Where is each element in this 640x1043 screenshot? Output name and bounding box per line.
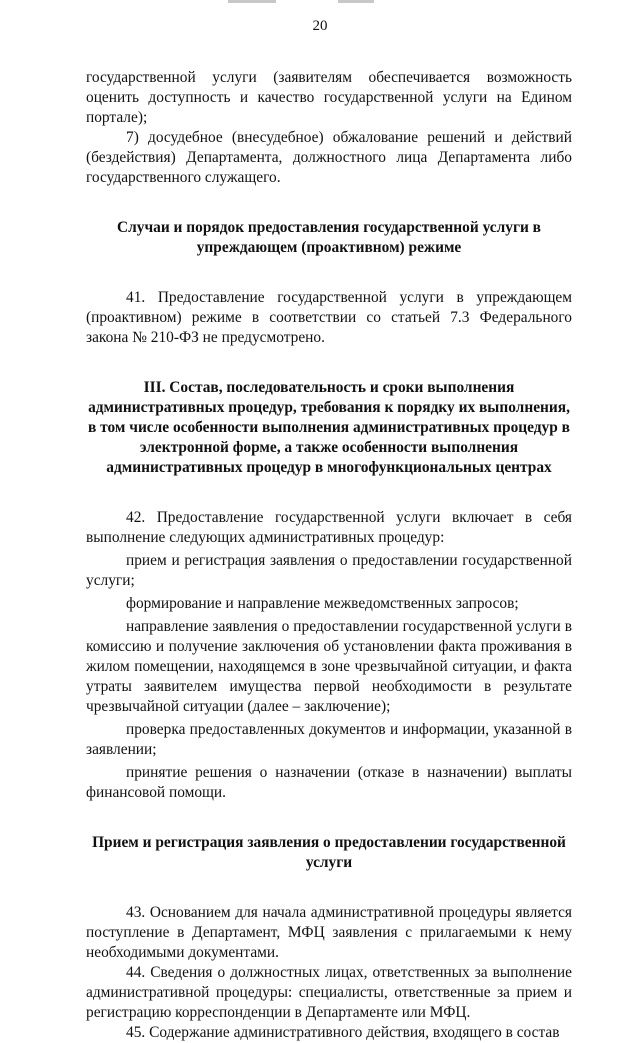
paragraph-43: 43. Основанием для начала административной процедуры является поступление в Департамент, МФЦ заявления с прилагаемыми к нему необходимыми документами. [86,904,572,961]
paragraph-44: 44. Сведения о должностных лицах, ответственных за выполнение административной процедуры: специалисты, ответственные за прием и регистрацию корреспонденции в Департаменте или МФЦ. [86,964,572,1021]
heading-proactive-mode: Случаи и порядок предоставления государственной услуги в упреждающем (проактивном) режиме [117,219,541,256]
page-number: 20 [312,18,328,34]
heading-section-3: III. Состав, последовательность и сроки выполнения административных процедур, требования к порядку их выполнения, в том числе особенности выполнения административных процедур в электронной форме, а также особенности выполнения административных процедур в многофункциональных центрах [88,379,570,476]
list-item: направление заявления о предоставлении государственной услуги в комиссию и получение заключения об установлении факта проживания в жилом помещении, находящемся в зоне чрезвычайной ситуации, и факта утраты заявителем имущества первой необходимости в результате чрезвычайной ситуации (далее – заключение); [86,618,572,715]
paragraph-intro-continuation: государственной услуги (заявителям обеспечивается возможность оценить доступность и качество государственной услуги на Едином портале); [86,69,572,126]
paragraph-item-7: 7) досудебное (внесудебное) обжалование решений и действий (бездействия) Департамента, должностного лица Департамента либо государственного служащего. [86,129,572,186]
heading-reception-registration: Прием и регистрация заявления о предоставлении государственной услуги [92,834,566,871]
paragraph-42: 42. Предоставление государственной услуги включает в себя выполнение следующих административных процедур: [86,509,572,546]
list-item: прием и регистрация заявления о предоставлении государственной услуги; [86,552,572,589]
list-item: формирование и направление межведомственных запросов; [126,595,519,612]
scan-artifact [338,0,374,3]
paragraph-41: 41. Предоставление государственной услуги в упреждающем (проактивном) режиме в соответствии со статьей 7.3 Федерального закона № 210-ФЗ не предусмотрено. [86,289,572,346]
scan-artifact [228,0,276,3]
paragraph-45: 45. Содержание административного действия, входящего в состав [126,1024,560,1041]
document-body [86,68,572,1043]
list-item: принятие решения о назначении (отказе в назначении) выплаты финансовой помощи. [86,764,572,801]
list-item: проверка предоставленных документов и информации, указанной в заявлении; [86,721,572,758]
